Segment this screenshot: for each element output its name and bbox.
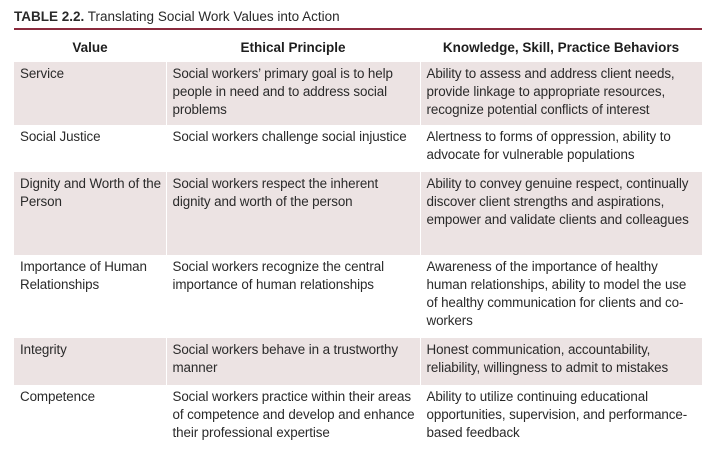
cell-principle: Social workers challenge social injustice [166, 125, 420, 172]
cell-behaviors: Ability to assess and address client needs, provide linkage to appropriate resources, recognize potential conflicts of interest [420, 62, 702, 125]
table-row [14, 338, 702, 385]
header-ethical-principle: Ethical Principle [240, 40, 346, 55]
table-caption [14, 8, 340, 26]
cell-value: Integrity [14, 338, 166, 385]
table-row [14, 62, 702, 125]
values-table [14, 38, 702, 448]
header-value: Value [72, 40, 108, 55]
cell-behaviors: Alertness to forms of oppression, ability to advocate for vulnerable populations [420, 125, 702, 172]
caption-rule [14, 28, 702, 30]
table-row [14, 125, 702, 172]
table-header-row [14, 38, 702, 62]
cell-principle: Social workers recognize the central importance of human relationships [166, 255, 420, 338]
cell-principle: Social workers’ primary goal is to help people in need and to address social problems [166, 62, 420, 125]
cell-behaviors: Ability to convey genuine respect, continually discover client strengths and aspirations, empower and validate clients and colleagues [420, 172, 702, 255]
cell-value: Dignity and Worth of the Person [14, 172, 166, 255]
cell-behaviors: Ability to utilize continuing educational opportunities, supervision, and performance-based feedback [420, 385, 702, 448]
cell-principle: Social workers practice within their areas of competence and develop and enhance their professional expertise [166, 385, 420, 448]
table-row [14, 255, 702, 338]
cell-principle: Social workers respect the inherent dignity and worth of the person [166, 172, 420, 255]
cell-value: Competence [20, 389, 95, 404]
cell-value: Social Justice [20, 129, 101, 144]
header-behaviors: Knowledge, Skill, Practice Behaviors [442, 40, 680, 55]
cell-principle: Social workers behave in a trustworthy manner [166, 338, 420, 385]
table-caption-title: Translating Social Work Values into Action [87, 9, 340, 24]
cell-value: Importance of Human Relationships [20, 259, 147, 292]
table-row [14, 385, 702, 448]
cell-value: Service [14, 62, 166, 125]
table-caption-label: TABLE 2.2. [14, 9, 85, 24]
cell-behaviors: Honest communication, accountability, reliability, willingness to admit to mistakes [420, 338, 702, 385]
table-row [14, 172, 702, 255]
cell-behaviors: Awareness of the importance of healthy human relationships, ability to model the use of healthy communication for clients and co-workers [420, 255, 702, 338]
